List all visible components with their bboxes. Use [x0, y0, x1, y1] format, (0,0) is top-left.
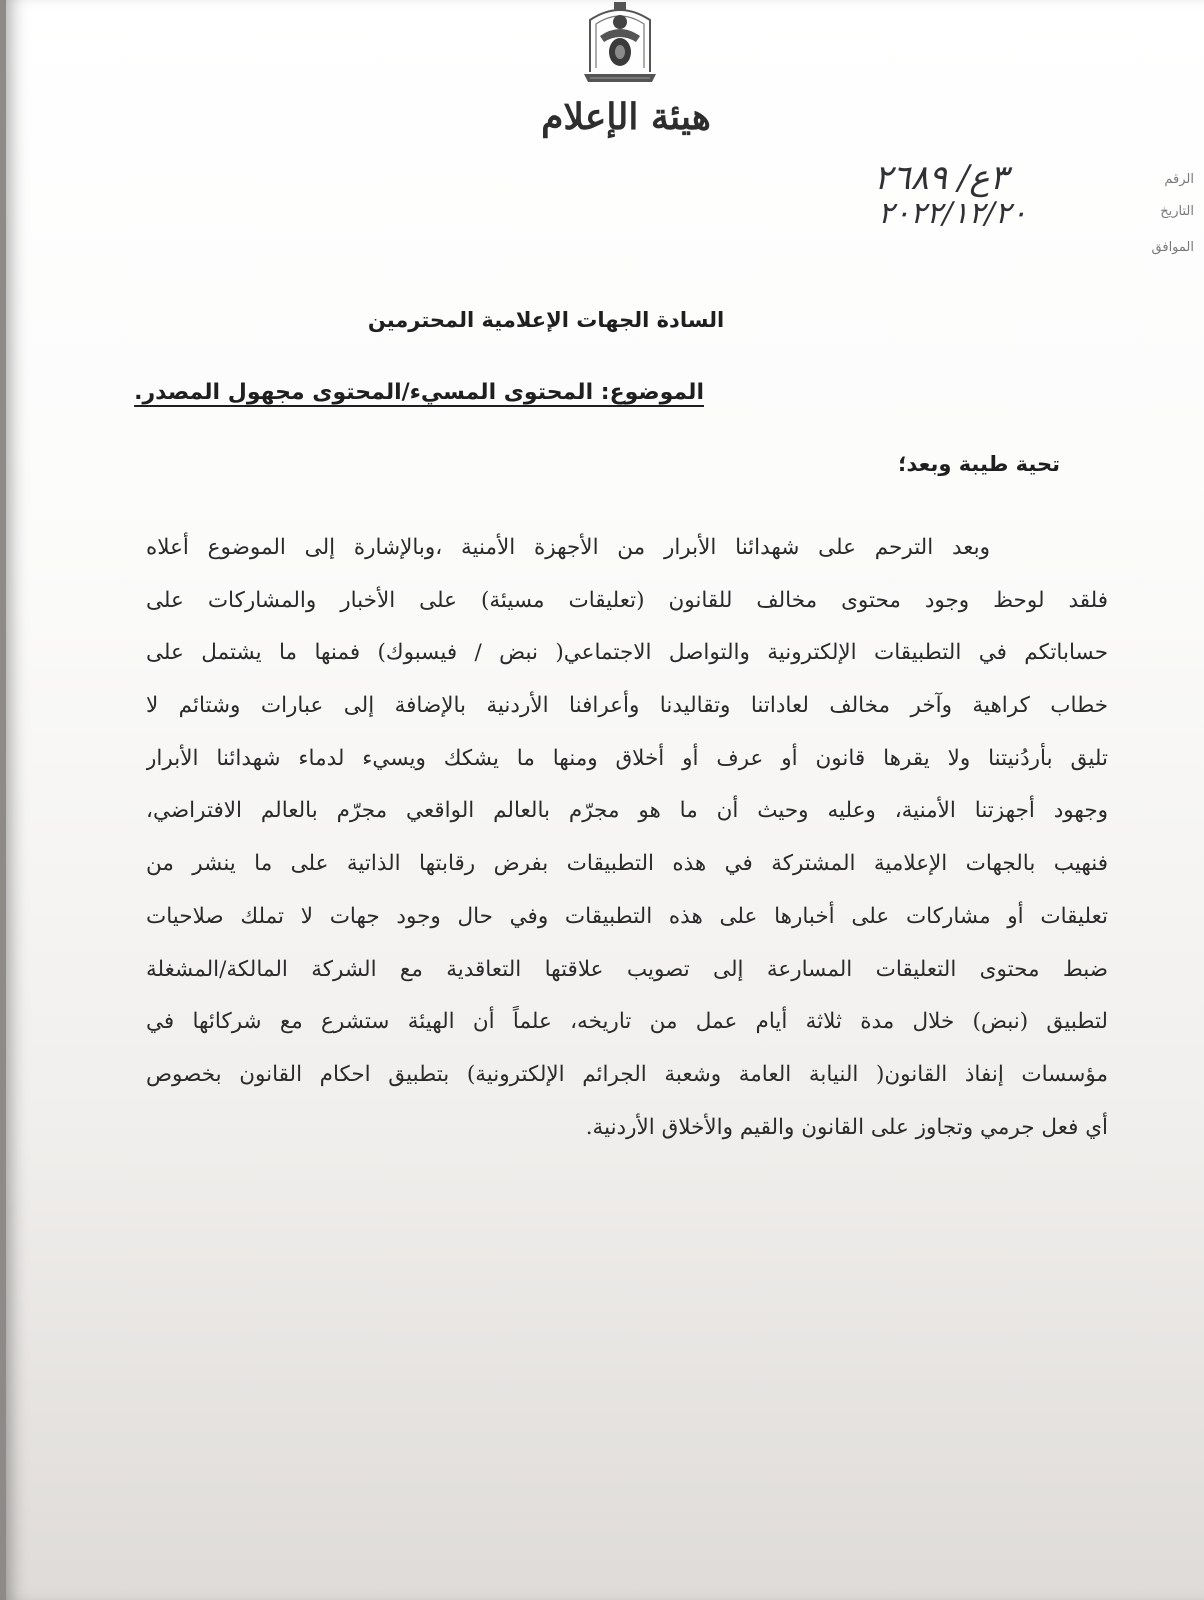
body-line: ضبط محتوى التعليقات المسارعة إلى تصويب علاقتها التعاقدية مع الشركة المالكة/المشغلة: [146, 956, 1108, 982]
body-line: أي فعل جرمي وتجاوز على القانون والقيم والأخلاق الأردنية.: [585, 1114, 1108, 1140]
coat-of-arms-emblem-icon: [580, 2, 660, 86]
body-line: خطاب كراهية وآخر مخالف لعاداتنا وتقاليدنا وأعرافنا الأردنية بالإضافة إلى عبارات وشتائم لا: [146, 693, 1108, 719]
reference-label: الرقم: [1164, 172, 1194, 187]
body-line: لتطبيق (نبض) خلال مدة ثلاثة أيام عمل من تاريخه، علماً أن الهيئة ستشرع مع شركائها في: [146, 1009, 1108, 1035]
body-line: مؤسسات إنفاذ القانون( النيابة العامة وشعبة الجرائم الإلكترونية) بتطبيق احكام القانون بخصوص: [146, 1061, 1108, 1087]
date-value: ٢٠٢٢/١٢/٢٠: [878, 196, 1028, 231]
greeting: تحية طيبة وبعد؛: [898, 452, 1060, 476]
letter-body: [146, 522, 1108, 1154]
subject-line: الموضوع: المحتوى المسيء/المحتوى مجهول المصدر.: [134, 380, 704, 405]
letter-page: [6, 0, 1204, 1600]
organization-name: هيئة الإعلام: [541, 96, 711, 138]
addressee: السادة الجهات الإعلامية المحترمين: [367, 308, 725, 332]
body-line: فنهيب بالجهات الإعلامية المشتركة في هذه التطبيقات بفرض رقابتها الذاتية على ما ينشر من: [146, 851, 1108, 877]
body-line: تعليقات أو مشاركات على أخبارها على هذه التطبيقات وفي حال وجود جهات لا تملك صلاحيات: [146, 903, 1108, 929]
hijri-date-label: الموافق: [1151, 240, 1194, 255]
body-line: وبعد الترحم على شهدائنا الأبرار من الأجهزة الأمنية ،وبالإشارة إلى الموضوع أعلاه: [146, 535, 990, 560]
body-line: حساباتكم في التطبيقات الإلكترونية والتواصل الاجتماعي( نبض / فيسبوك) فمنها ما يشتمل على: [146, 640, 1108, 666]
body-line: وجهود أجهزتنا الأمنية، وعليه وحيث أن ما هو مجرّم بالعالم الواقعي مجرّم بالعالم الافتراضي،: [146, 798, 1108, 824]
date-label: التاريخ: [1160, 204, 1194, 219]
body-line: فلقد لوحظ وجود محتوى مخالف للقانون (تعليقات مسيئة) على الأخبار والمشاركات على: [146, 587, 1108, 613]
body-line: تليق بأردُنيتنا ولا يقرها قانون أو عرف أو أخلاق ومنها ما يشكك ويسيء لدماء شهدائنا الأبرار: [146, 745, 1108, 771]
reference-number: ٣ع/ ٢٦٨٩: [874, 158, 1008, 198]
